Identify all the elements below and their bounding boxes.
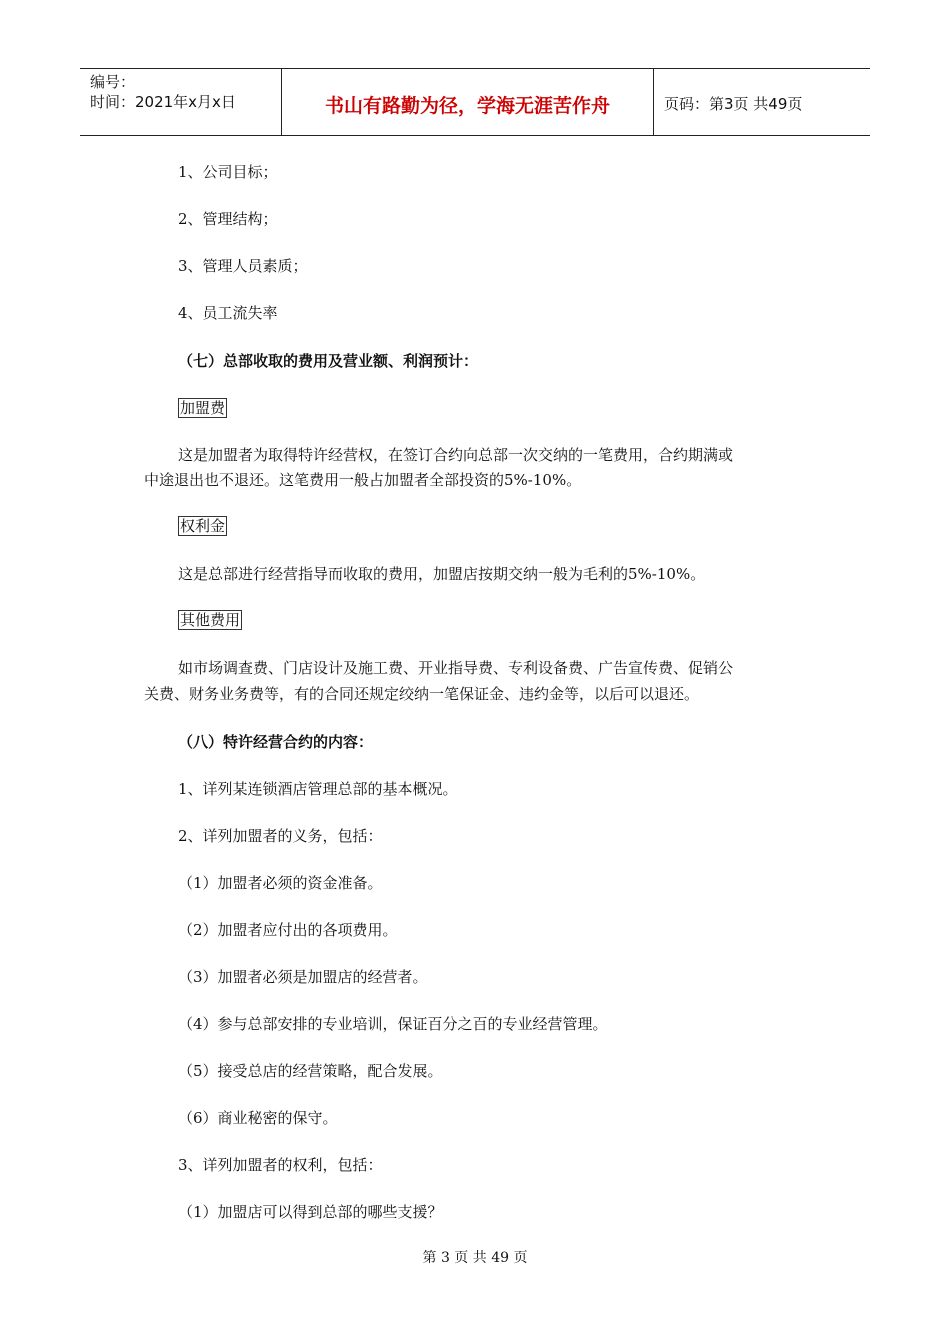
paragraph-line: 如市场调查费、门店设计及施工费、开业指导费、专利设备费、广告宣传费、促销公 (178, 659, 734, 677)
fee-label (178, 610, 242, 630)
fee-label (178, 398, 227, 418)
list-item: 2、管理结构； (178, 210, 278, 228)
list-item: 1、公司目标； (178, 163, 278, 181)
document-date-label: 时间：2021年x月x日 (90, 93, 236, 111)
paragraph-line: 关费、财务业务费等，有的合同还规定绞纳一笔保证金、违约金等，以后可以退还。 (144, 685, 700, 703)
page-footer: 第 3 页 共 49 页 (422, 1250, 528, 1266)
page-header (80, 68, 870, 136)
list-item: （1）加盟店可以得到总部的哪些支援？ (178, 1203, 443, 1221)
paragraph-line: 中途退出也不退还。这笔费用一般占加盟者全部投资的5%-10%。 (144, 471, 582, 489)
document-number-label: 编号： (90, 73, 136, 91)
section-heading: （七）总部收取的费用及营业额、利润预计： (178, 352, 479, 370)
list-item: （5）接受总店的经营策略，配合发展。 (178, 1062, 443, 1080)
header-page-code: 页码：第3页 共49页 (664, 95, 803, 113)
list-item: 2、详列加盟者的义务，包括： (178, 827, 383, 845)
list-item: （3）加盟者必须是加盟店的经营者。 (178, 968, 428, 986)
header-page-cell (654, 69, 870, 135)
list-item: （1）加盟者必须的资金准备。 (178, 874, 383, 892)
header-motto-cell (282, 69, 654, 135)
paragraph-line: 这是总部进行经营指导而收取的费用，加盟店按期交纳一般为毛利的5%-10%。 (178, 565, 706, 583)
paragraph-line: 这是加盟者为取得特许经营权，在签订合约向总部一次交纳的一笔费用，合约期满或 (178, 446, 734, 464)
fee-label (178, 516, 227, 536)
fee-label-text: 其他费用 (180, 611, 241, 629)
header-motto: 书山有路勤为径，学海无涯苦作舟 (324, 95, 610, 117)
list-item: （2）加盟者应付出的各项费用。 (178, 921, 398, 939)
fee-label-text: 权利金 (180, 517, 226, 535)
list-item: （6）商业秘密的保守。 (178, 1109, 338, 1127)
list-item: 4、员工流失率 (178, 304, 278, 322)
list-item: 3、详列加盟者的权利，包括： (178, 1156, 383, 1174)
section-heading: （八）特许经营合约的内容： (178, 733, 374, 751)
header-info-cell (80, 69, 282, 135)
fee-label-text: 加盟费 (180, 399, 226, 417)
list-item: （4）参与总部安排的专业培训，保证百分之百的专业经营管理。 (178, 1015, 608, 1033)
list-item: 3、管理人员素质； (178, 257, 308, 275)
list-item: 1、详列某连锁酒店管理总部的基本概况。 (178, 780, 458, 798)
